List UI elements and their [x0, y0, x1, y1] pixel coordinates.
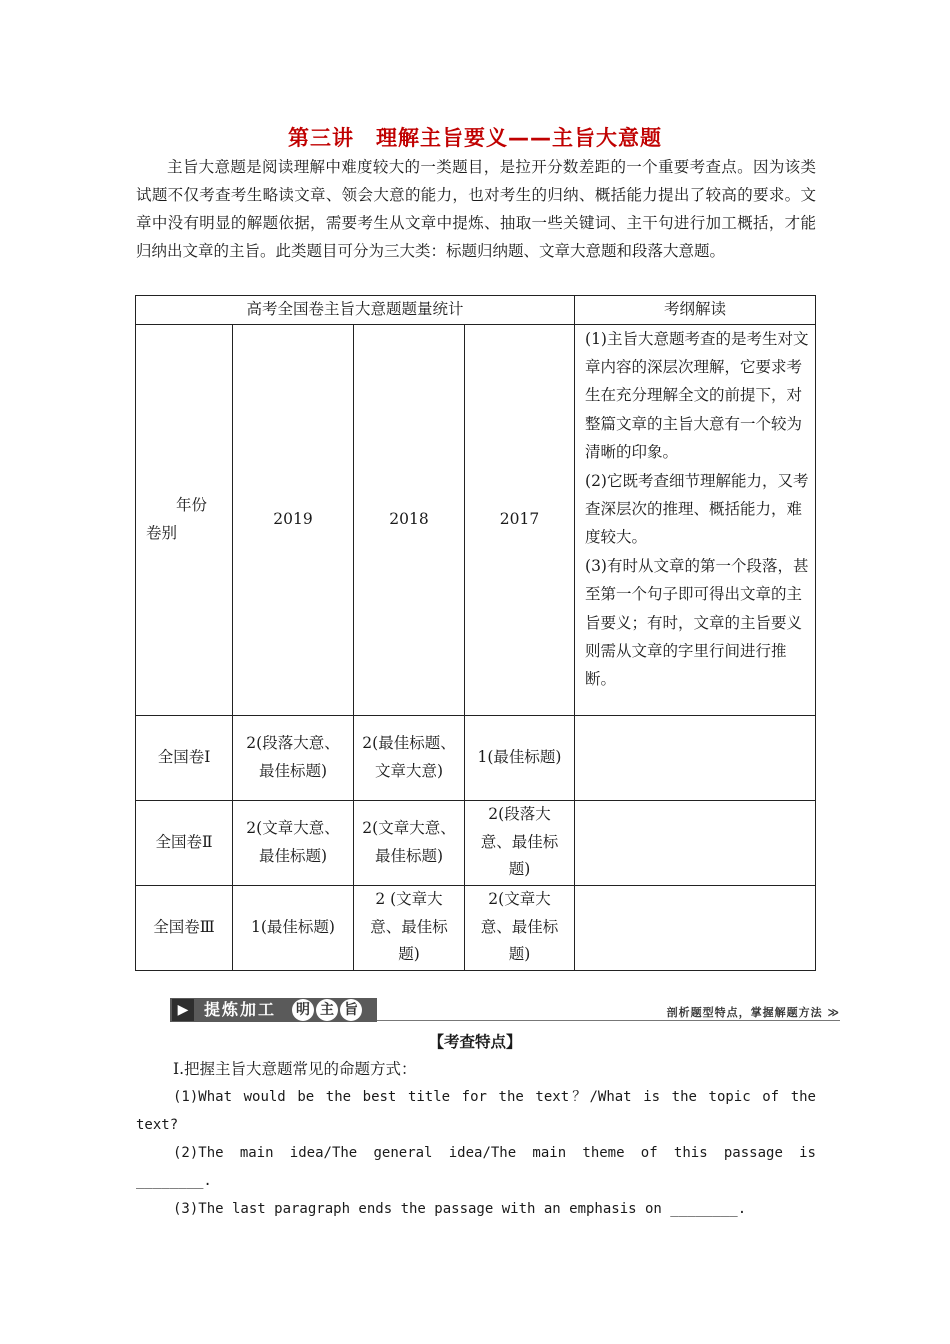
banner-divider	[377, 1020, 840, 1021]
volume-name: 全国卷Ⅰ	[136, 715, 233, 800]
year-header: 2017	[465, 324, 575, 715]
section-heading: 【考查特点】	[428, 1033, 522, 1051]
syllabus-notes: (1)主旨大意题考查的是考生对文章内容的深层次理解，它要求考生在充分理解全文的前提下，对整篇文章的主旨大意有一个较为清晰的印象。 (2)它既考查细节理解能力，又考查深层次的推理、概括能力，难度较大。 (3)有时从文章的第一个段落，甚至第一个句子即可得出文章的主旨要义；有时，文章的主旨要义则需从文章的字里行间进行推断。	[575, 324, 816, 715]
cell-2017: 2(文章大意、最佳标题)	[465, 885, 575, 970]
play-arrow-icon: ▶	[172, 999, 194, 1021]
table-header-syllabus: 考纲解读	[575, 296, 816, 325]
statistics-table	[135, 295, 816, 971]
question-item: (3)The last paragraph ends the passage with an emphasis on ________.	[173, 1201, 747, 1217]
cell-2019: 1(最佳标题)	[233, 885, 354, 970]
banner-circle-group	[292, 999, 362, 1021]
table-row	[136, 800, 816, 885]
banner-title: 提炼加工	[204, 1000, 277, 1019]
table-row	[136, 885, 816, 970]
empty-cell	[575, 715, 816, 800]
question-item: (1)What would be the best title for the text？/What is the topic of the text?	[136, 1089, 816, 1133]
cell-2018: 2(最佳标题、文章大意)	[354, 715, 465, 800]
intro-paragraph: 主旨大意题是阅读理解中难度较大的一类题目，是拉开分数差距的一个重要考查点。因为该类试题不仅考查考生略读文章、领会大意的能力，也对考生的归纳、概括能力提出了较高的要求。文章中没有明显的解题依据，需要考生从文章中提炼、抽取一些关键词、主干句进行加工概括，才能归纳出文章的主旨。此类题目可分为三大类：标题归纳题、文章大意题和段落大意题。	[136, 158, 816, 260]
cell-2019: 2(段落大意、最佳标题)	[233, 715, 354, 800]
table-row	[136, 715, 816, 800]
banner-circle-char: 旨	[340, 999, 362, 1021]
empty-cell	[575, 800, 816, 885]
year-header: 2019	[233, 324, 354, 715]
table-header-stats: 高考全国卷主旨大意题题量统计	[136, 296, 575, 325]
point-title: Ⅰ.把握主旨大意题常见的命题方式：	[173, 1060, 417, 1078]
year-header: 2018	[354, 324, 465, 715]
banner-circle-char: 明	[292, 999, 314, 1021]
banner-circle-char: 主	[316, 999, 338, 1021]
empty-cell	[575, 885, 816, 970]
cell-2017: 2(段落大意、最佳标题)	[465, 800, 575, 885]
volume-name: 全国卷Ⅲ	[136, 885, 233, 970]
banner-subtitle: 剖析题型特点，掌握解题方法 ≫	[666, 1006, 840, 1019]
cell-2019: 2(文章大意、最佳标题)	[233, 800, 354, 885]
cell-2018: 2 (文章大意、最佳标题)	[354, 885, 465, 970]
cell-2018: 2(文章大意、最佳标题)	[354, 800, 465, 885]
corner-header	[136, 324, 233, 715]
volume-name: 全国卷Ⅱ	[136, 800, 233, 885]
cell-2017: 1(最佳标题)	[465, 715, 575, 800]
section-banner	[170, 998, 840, 1024]
corner-volume-label: 卷别	[146, 523, 178, 542]
question-item: (2)The main idea/The general idea/The main theme of this passage is ________.	[136, 1145, 816, 1189]
page-title: 第三讲 理解主旨要义——主旨大意题	[288, 126, 662, 150]
corner-year-label: 年份	[176, 496, 208, 514]
